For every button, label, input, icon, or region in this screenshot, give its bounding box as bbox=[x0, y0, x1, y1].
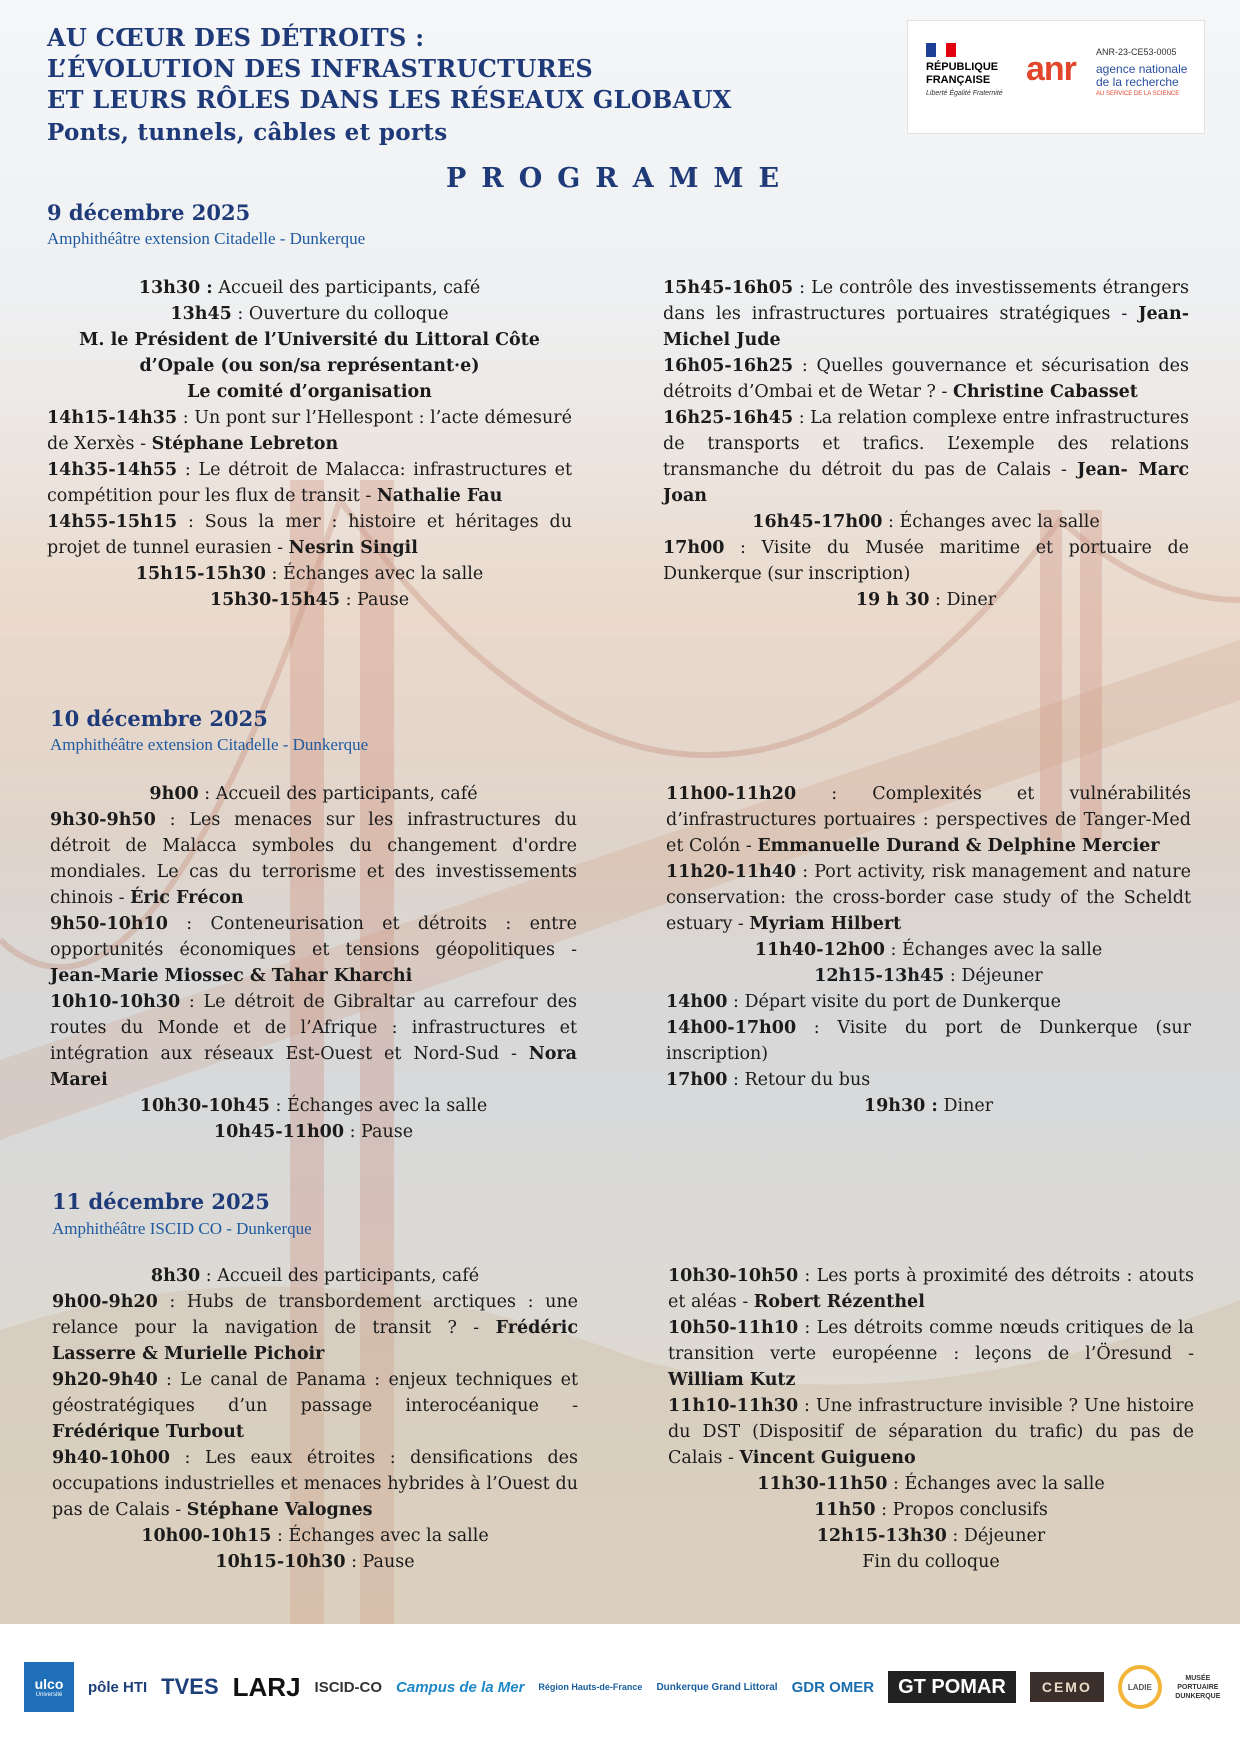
day-3-left-column bbox=[52, 1263, 578, 1575]
day-3-right-column bbox=[668, 1263, 1194, 1575]
session-entry bbox=[666, 781, 1191, 859]
region-hdf-logo: Région Hauts-de-France bbox=[538, 1682, 643, 1692]
session-time: 17h00 bbox=[663, 538, 725, 558]
session-time: 12h15-13h45 bbox=[814, 966, 945, 986]
programme-heading: PROGRAMME bbox=[445, 163, 795, 194]
session-time: 16h45-17h00 bbox=[752, 512, 883, 532]
dunkerque-grand-littoral-logo: Dunkerque Grand Littoral bbox=[656, 1681, 778, 1693]
session-title: : Échanges avec la salle bbox=[882, 512, 1100, 532]
session-time: 9h00-9h20 bbox=[52, 1292, 158, 1312]
session-entry bbox=[668, 1263, 1194, 1315]
session-entry bbox=[666, 1093, 1191, 1119]
session-entry bbox=[50, 781, 577, 807]
session-entry bbox=[47, 301, 572, 327]
session-speaker: Le comité d’organisation bbox=[187, 382, 432, 402]
gdr-omer-logo: GDR OMER bbox=[791, 1678, 875, 1696]
cemo-logo: CEMO bbox=[1030, 1672, 1104, 1702]
session-time: 8h30 bbox=[150, 1266, 201, 1286]
session-entry bbox=[47, 561, 572, 587]
session-speaker: Christine Cabasset bbox=[952, 382, 1138, 402]
day-1-venue: Amphithéâtre extension Citadelle - Dunkerque bbox=[47, 229, 366, 248]
session-time: 16h05-16h25 bbox=[663, 356, 794, 376]
session-entry bbox=[52, 1549, 578, 1575]
session-title: : Retour du bus bbox=[727, 1070, 871, 1090]
session-entry bbox=[47, 379, 572, 405]
musee-portuaire-logo: MUSÉE PORTUAIRE DUNKERQUE bbox=[1175, 1674, 1221, 1700]
session-entry bbox=[50, 807, 577, 911]
session-title: : Les ports à proximité des détroits : atouts et aléas - bbox=[668, 1266, 1194, 1312]
session-entry bbox=[50, 1093, 577, 1119]
french-flag-icon bbox=[926, 43, 956, 57]
session-time: 9h20-9h40 bbox=[52, 1370, 158, 1390]
session-title: : Une infrastructure invisible ? Une histoire du DST (Dispositif de séparation du trafic) du pas de Calais - bbox=[668, 1396, 1194, 1468]
partner-logos-top bbox=[907, 20, 1205, 134]
session-time: 13h30 : bbox=[138, 278, 213, 298]
session-time: 15h45-16h05 bbox=[663, 278, 794, 298]
session-speaker: Robert Rézenthel bbox=[753, 1292, 925, 1312]
session-time: 11h40-12h00 bbox=[754, 940, 885, 960]
session-speaker: Stéphane Valognes bbox=[186, 1500, 373, 1520]
session-title: : Échanges avec la salle bbox=[269, 1096, 488, 1116]
session-time: 10h30-10h50 bbox=[668, 1266, 799, 1286]
day-2-right-column bbox=[666, 781, 1191, 1119]
session-title: : Accueil des participants, café bbox=[200, 1266, 480, 1286]
session-entry bbox=[666, 937, 1191, 963]
day-2-date: 10 décembre 2025 bbox=[50, 706, 268, 731]
session-time: 14h35-14h55 bbox=[47, 460, 178, 480]
session-time: 15h15-15h30 bbox=[135, 564, 266, 584]
anr-wordmark: anr bbox=[1026, 50, 1076, 88]
session-entry bbox=[663, 405, 1189, 509]
session-time: 9h00 bbox=[149, 784, 199, 804]
campus-mer-logo: Campus de la Mer bbox=[396, 1678, 525, 1696]
session-entry bbox=[663, 275, 1189, 353]
session-title: : Échanges avec la salle bbox=[887, 1474, 1105, 1494]
session-title: Diner bbox=[937, 1096, 994, 1116]
session-time: 14h00-17h00 bbox=[666, 1018, 797, 1038]
session-speaker: William Kutz bbox=[668, 1370, 796, 1390]
session-time: 11h30-11h50 bbox=[757, 1474, 888, 1494]
session-entry bbox=[663, 535, 1189, 587]
session-title: Fin du colloque bbox=[862, 1552, 1000, 1572]
session-title: : Le détroit de Malacca: infrastructures et compétition pour les flux de transit - bbox=[47, 460, 572, 506]
session-title: : Quelles gouvernance et sécurisation des détroits d’Ombai et de Wetar ? - bbox=[663, 356, 1189, 402]
anr-tagline: AU SERVICE DE LA SCIENCE bbox=[1096, 91, 1180, 97]
session-entry bbox=[47, 405, 572, 457]
session-entry bbox=[47, 457, 572, 509]
event-subtitle: Ponts, tunnels, câbles et ports bbox=[47, 119, 448, 146]
session-title: : Complexités et vulnérabilités d’infrastructures portuaires : perspectives de Tanger-Med et Colón - bbox=[666, 784, 1191, 856]
session-entry bbox=[50, 911, 577, 989]
session-speaker: Myriam Hilbert bbox=[749, 914, 902, 934]
session-entry bbox=[52, 1523, 578, 1549]
session-time: 9h50-10h10 bbox=[50, 914, 168, 934]
republique-francaise-logo bbox=[926, 43, 1016, 98]
session-entry bbox=[52, 1367, 578, 1445]
session-entry bbox=[50, 989, 577, 1093]
session-entry bbox=[47, 275, 572, 301]
session-entry bbox=[668, 1497, 1194, 1523]
session-entry bbox=[668, 1315, 1194, 1393]
ladie-logo: LADIE bbox=[1118, 1665, 1162, 1709]
ulco-logo: ulco Université bbox=[24, 1662, 74, 1712]
session-entry bbox=[52, 1263, 578, 1289]
session-entry bbox=[666, 989, 1191, 1015]
session-entry bbox=[668, 1471, 1194, 1497]
session-title: : Visite du port de Dunkerque (sur inscription) bbox=[666, 1018, 1191, 1064]
footer-logo-strip bbox=[0, 1624, 1240, 1754]
title-line-2: L’ÉVOLUTION DES INFRASTRUCTURES bbox=[47, 54, 594, 83]
session-time: 14h15-14h35 bbox=[47, 408, 178, 428]
session-title: : Échanges avec la salle bbox=[884, 940, 1103, 960]
session-speaker: Jean-Michel Jude bbox=[663, 304, 1189, 350]
session-speaker: Nora Marei bbox=[50, 1044, 577, 1090]
session-title: Accueil des participants, café bbox=[212, 278, 481, 298]
session-time: 9h40-10h00 bbox=[52, 1448, 170, 1468]
session-entry bbox=[663, 587, 1189, 613]
session-time: 10h50-11h10 bbox=[668, 1318, 799, 1338]
session-entry bbox=[666, 963, 1191, 989]
session-entry bbox=[52, 1289, 578, 1367]
session-entry bbox=[47, 327, 572, 379]
session-time: 11h20-11h40 bbox=[666, 862, 797, 882]
session-time: 13h45 bbox=[170, 304, 232, 324]
session-time: 19h30 : bbox=[863, 1096, 938, 1116]
day-1-left-column bbox=[47, 275, 572, 613]
session-title: : Diner bbox=[929, 590, 997, 610]
session-speaker: M. le Président de l’Université du Littoral Côte d’Opale (ou son/sa représentant·e) bbox=[79, 330, 540, 376]
session-title: : Le canal de Panama : enjeux techniques et géostratégiques d’un passage interocéanique - bbox=[52, 1370, 578, 1416]
session-title: : Pause bbox=[344, 1122, 414, 1142]
session-entry bbox=[666, 859, 1191, 937]
gt-pomar-logo: GT POMAR bbox=[888, 1671, 1016, 1703]
session-speaker: Nathalie Fau bbox=[376, 486, 503, 506]
session-speaker: Emmanuelle Durand & Delphine Mercier bbox=[757, 836, 1160, 856]
session-title: : La relation complexe entre infrastructures de transports et trafics. L’exemple des relations transmanche du détroit du pas de Calais - bbox=[663, 408, 1189, 480]
session-speaker: Frédérique Turbout bbox=[52, 1422, 244, 1442]
session-entry bbox=[666, 1067, 1191, 1093]
session-title: : Port activity, risk management and nature conservation: the cross-border case study of the Scheldt estuary - bbox=[666, 862, 1191, 934]
session-time: 10h15-10h30 bbox=[215, 1552, 346, 1572]
session-title: : Échanges avec la salle bbox=[265, 564, 484, 584]
session-title: : Pause bbox=[340, 590, 410, 610]
session-title: : Accueil des participants, café bbox=[198, 784, 478, 804]
session-speaker: Nesrin Singil bbox=[288, 538, 418, 558]
anr-name: agence nationale de la recherche bbox=[1096, 62, 1188, 89]
session-title: : Échanges avec la salle bbox=[271, 1526, 489, 1546]
session-time: 15h30-15h45 bbox=[209, 590, 341, 610]
session-entry bbox=[47, 587, 572, 613]
session-speaker: Vincent Guigueno bbox=[739, 1448, 916, 1468]
larj-logo: LARJ bbox=[232, 1671, 301, 1702]
session-time: 10h00-10h15 bbox=[141, 1526, 272, 1546]
session-title: : Les eaux étroites : densifications des occupations industrielles et menaces hybrides à l’Ouest du pas de Calais - bbox=[52, 1448, 578, 1520]
session-entry bbox=[668, 1523, 1194, 1549]
session-entry bbox=[50, 1119, 577, 1145]
day-3-venue: Amphithéâtre ISCID CO - Dunkerque bbox=[52, 1219, 312, 1238]
session-time: 14h00 bbox=[666, 992, 728, 1012]
session-entry bbox=[52, 1445, 578, 1523]
republique-motto: Liberté Égalité Fraternité bbox=[926, 90, 1003, 97]
session-speaker: Jean-Marie Miossec & Tahar Kharchi bbox=[50, 966, 413, 986]
session-title: : Les détroits comme nœuds critiques de la transition verte européenne : leçons de l’Öresund - bbox=[668, 1318, 1194, 1364]
session-title: : Départ visite du port de Dunkerque bbox=[727, 992, 1062, 1012]
title-line-3: ET LEURS RÔLES DANS LES RÉSEAUX GLOBAUX bbox=[47, 85, 732, 114]
session-speaker: Jean- Marc Joan bbox=[663, 460, 1189, 506]
day-1-date: 9 décembre 2025 bbox=[47, 200, 251, 225]
session-entry bbox=[47, 509, 572, 561]
session-time: 10h30-10h45 bbox=[139, 1096, 270, 1116]
republique-label: RÉPUBLIQUE FRANÇAISE bbox=[926, 61, 999, 86]
session-title: : Propos conclusifs bbox=[875, 1500, 1048, 1520]
pole-hti-logo: pôle HTI bbox=[88, 1678, 148, 1696]
session-entry bbox=[666, 1015, 1191, 1067]
session-speaker: Frédéric Lasserre & Murielle Pichoir bbox=[52, 1318, 578, 1364]
session-entry bbox=[668, 1549, 1194, 1575]
session-time: 11h50 bbox=[814, 1500, 876, 1520]
session-title: : Sous la mer : histoire et héritages du projet de tunnel eurasien - bbox=[47, 512, 572, 558]
session-title: : Déjeuner bbox=[946, 1526, 1046, 1546]
session-title: : Hubs de transbordement arctiques : une relance pour la navigation de transit ? - bbox=[52, 1292, 578, 1338]
session-time: 17h00 bbox=[666, 1070, 728, 1090]
day-1-right-column bbox=[663, 275, 1189, 613]
session-entry bbox=[663, 509, 1189, 535]
session-title: : Ouverture du colloque bbox=[231, 304, 449, 324]
session-speaker: Éric Frécon bbox=[130, 888, 244, 908]
session-time: 11h10-11h30 bbox=[668, 1396, 799, 1416]
session-title: : Pause bbox=[345, 1552, 415, 1572]
session-entry bbox=[663, 353, 1189, 405]
session-time: 11h00-11h20 bbox=[666, 784, 797, 804]
session-title: : Le détroit de Gibraltar au carrefour des routes du Monde et de l’Afrique : infrastructures et intégration aux réseaux Est-Ouest et Nord-Sud - bbox=[50, 992, 577, 1064]
session-title: : Un pont sur l’Hellespont : l’acte démesuré de Xerxès - bbox=[47, 408, 572, 454]
session-time: 9h30-9h50 bbox=[50, 810, 156, 830]
title-line-1: AU CŒUR DES DÉTROITS : bbox=[47, 23, 425, 52]
session-entry bbox=[668, 1393, 1194, 1471]
session-time: 16h25-16h45 bbox=[663, 408, 794, 428]
session-title: : Conteneurisation et détroits : entre opportunités économiques et tensions géopolitiques - bbox=[50, 914, 577, 960]
iscid-co-logo: ISCID-CO bbox=[314, 1678, 383, 1696]
session-time: 12h15-13h30 bbox=[816, 1526, 947, 1546]
session-title: : Visite du Musée maritime et portuaire de Dunkerque (sur inscription) bbox=[663, 538, 1189, 584]
session-title: : Le contrôle des investissements étrangers dans les infrastructures portuaires stratégiques - bbox=[663, 278, 1189, 324]
session-title: : Déjeuner bbox=[944, 966, 1043, 986]
tves-logo: TVES bbox=[161, 1674, 219, 1699]
event-title-block bbox=[47, 22, 732, 148]
anr-logo bbox=[1026, 47, 1188, 97]
session-time: 19 h 30 bbox=[855, 590, 930, 610]
session-title: : Les menaces sur les infrastructures du détroit de Malacca symboles du changement d'ordre mondiales. Le cas du terrorisme et des investissements chinois - bbox=[50, 810, 577, 908]
day-2-left-column bbox=[50, 781, 577, 1145]
session-time: 10h10-10h30 bbox=[50, 992, 181, 1012]
session-time: 14h55-15h15 bbox=[47, 512, 178, 532]
session-speaker: Stéphane Lebreton bbox=[151, 434, 339, 454]
anr-project-code: ANR-23-CE53-0005 bbox=[1096, 47, 1177, 57]
day-2-venue: Amphithéâtre extension Citadelle - Dunkerque bbox=[50, 735, 369, 754]
day-3-date: 11 décembre 2025 bbox=[52, 1189, 270, 1214]
session-time: 10h45-11h00 bbox=[213, 1122, 345, 1142]
